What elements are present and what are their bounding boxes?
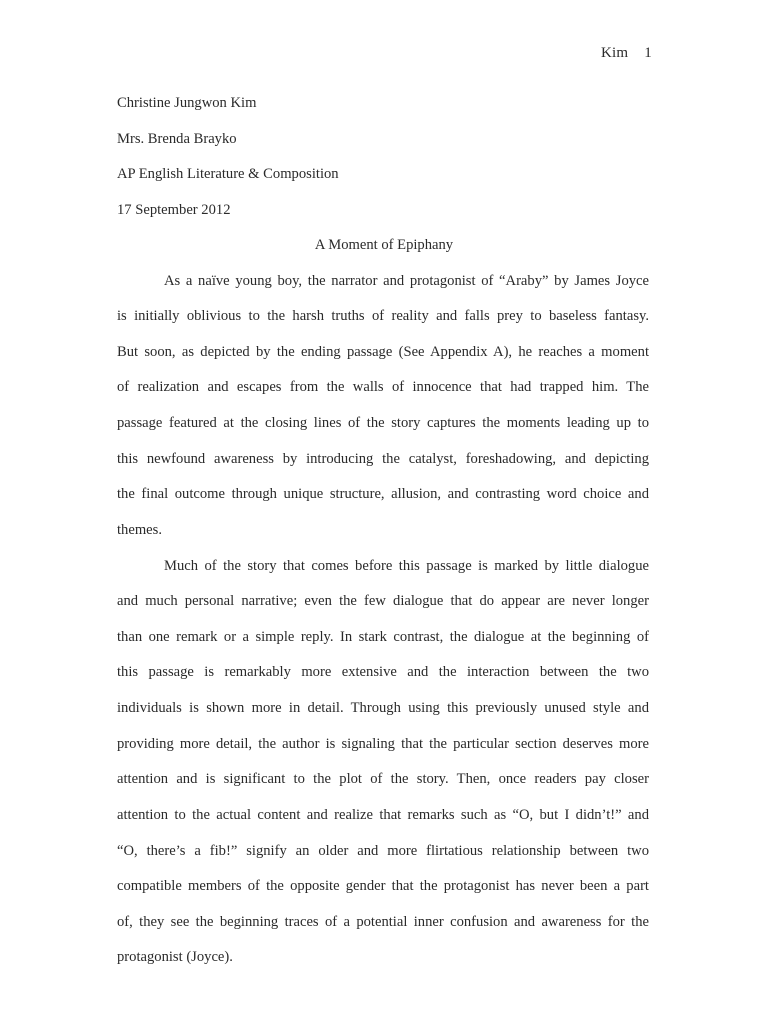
- paragraph-2-line-9: “O, there’s a fib!” signify an older and more flirtatious relationship between two: [117, 843, 649, 859]
- paragraph-2-line-2: and much personal narrative; even the few dialogue that do appear are never longer: [117, 593, 649, 609]
- instructor-name: Mrs. Brenda Brayko: [117, 131, 237, 147]
- paragraph-1-line-1: As a naïve young boy, the narrator and protagonist of “Araby” by James Joyce: [164, 273, 649, 289]
- essay-title: A Moment of Epiphany: [314, 237, 454, 253]
- essay-date: 17 September 2012: [117, 202, 231, 218]
- paragraph-2-line-12: protagonist (Joyce).: [117, 949, 233, 965]
- author-name: Christine Jungwon Kim: [117, 95, 257, 111]
- course-name: AP English Literature & Composition: [117, 166, 339, 182]
- paragraph-2-line-11: of, they see the beginning traces of a potential inner confusion and awareness for the: [117, 914, 649, 930]
- paragraph-2-line-5: individuals is shown more in detail. Through using this previously unused style and: [117, 700, 649, 716]
- header-page-number: 1: [644, 45, 652, 61]
- paragraph-1-line-5: passage featured at the closing lines of the story captures the moments leading up to: [117, 415, 649, 431]
- paragraph-1-line-4: of realization and escapes from the walls of innocence that had trapped him. The: [117, 379, 649, 395]
- paragraph-2-line-7: attention and is significant to the plot of the story. Then, once readers pay closer: [117, 771, 649, 787]
- paragraph-2-line-1: Much of the story that comes before this passage is marked by little dialogue: [164, 558, 649, 574]
- paragraph-2-line-4: this passage is remarkably more extensive and the interaction between the two: [117, 664, 649, 680]
- paragraph-1-line-8: themes.: [117, 522, 162, 538]
- paragraph-1-line-7: the final outcome through unique structure, allusion, and contrasting word choice and: [117, 486, 649, 502]
- paragraph-2-line-3: than one remark or a simple reply. In stark contrast, the dialogue at the beginning of: [117, 629, 649, 645]
- running-head: [601, 45, 652, 62]
- paragraph-1-line-2: is initially oblivious to the harsh truths of reality and falls prey to baseless fantasy.: [117, 308, 649, 324]
- paragraph-1-line-6: this newfound awareness by introducing the catalyst, foreshadowing, and depicting: [117, 451, 649, 467]
- paragraph-2-line-8: attention to the actual content and realize that remarks such as “O, but I didn’t!” and: [117, 807, 649, 823]
- paragraph-1-line-3: But soon, as depicted by the ending passage (See Appendix A), he reaches a moment: [117, 344, 649, 360]
- header-surname: Kim: [601, 45, 629, 61]
- paragraph-2-line-6: providing more detail, the author is signaling that the particular section deserves more: [117, 736, 649, 752]
- paragraph-2-line-10: compatible members of the opposite gender that the protagonist has never been a part: [117, 878, 649, 894]
